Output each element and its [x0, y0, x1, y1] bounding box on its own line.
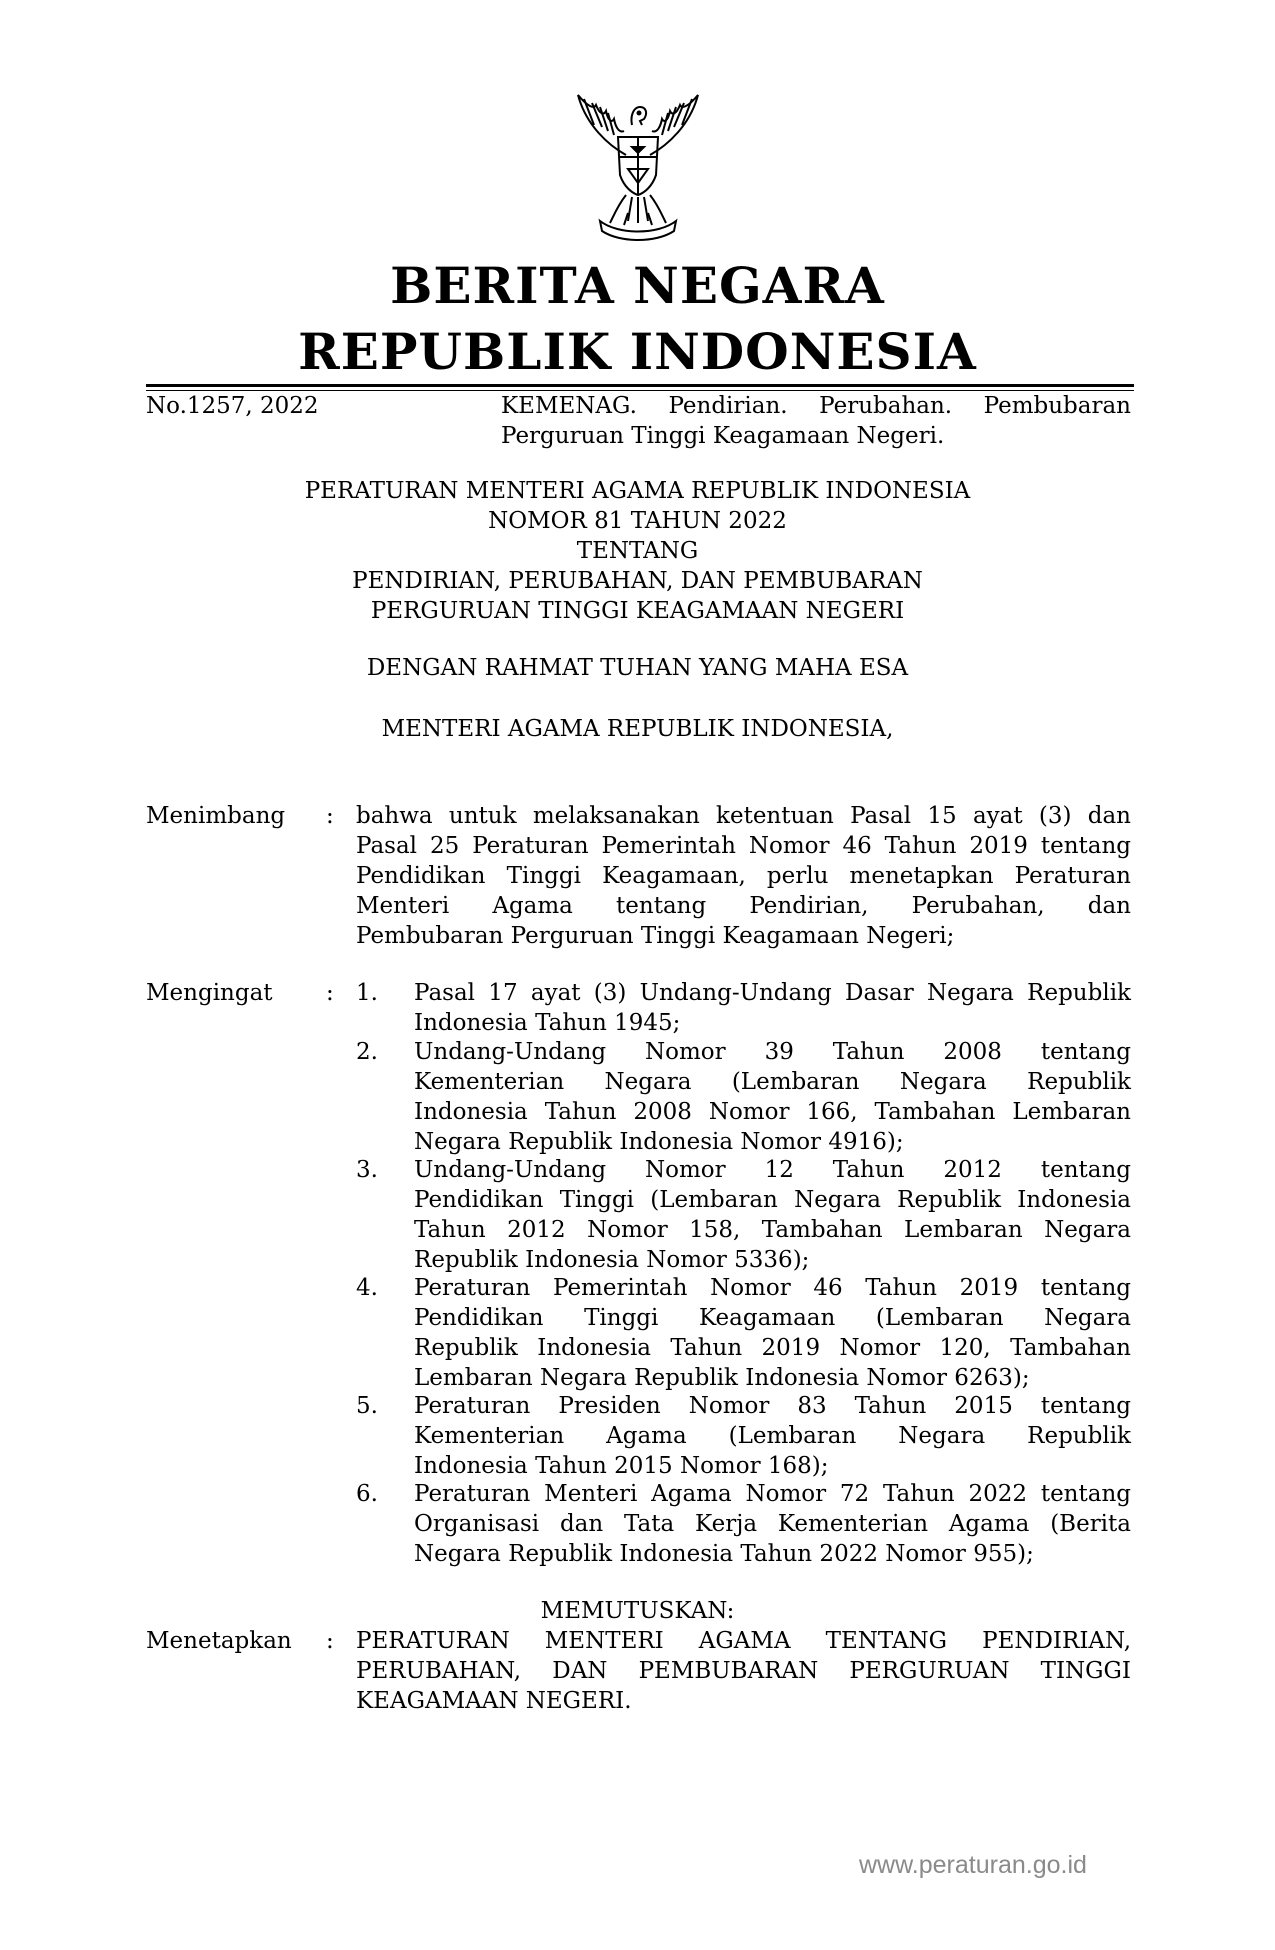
mengingat-label: Mengingat [146, 980, 273, 1006]
menimbang-line: Pembubaran Perguruan Tinggi Keagamaan Negeri; [356, 923, 955, 949]
mengingat-item [414, 1155, 1131, 1275]
mengingat-item-number: 4. [356, 1275, 378, 1301]
menimbang-text [356, 801, 1131, 951]
mengingat-item-line: Republik Indonesia Tahun 2019 Nomor 120, Tambahan [414, 1335, 1131, 1361]
garuda-emblem-icon [548, 85, 728, 245]
regulation-line5: PERGURUAN TINGGI KEAGAMAAN NEGERI [370, 598, 905, 624]
mengingat-item-line: Peraturan Pemerintah Nomor 46 Tahun 2019 tentang [414, 1275, 1131, 1301]
mengingat-item-line: Indonesia Tahun 2015 Nomor 168); [414, 1453, 829, 1479]
mengingat-item-line: Republik Indonesia Nomor 5336); [414, 1247, 810, 1273]
menetapkan-line: PERUBAHAN, DAN PEMBUBARAN PERGURUAN TINGGI [356, 1658, 1131, 1684]
menimbang-line: Pendidikan Tinggi Keagamaan, perlu menetapkan Peraturan [356, 863, 1131, 889]
menetapkan-line: KEAGAMAAN NEGERI. [356, 1688, 632, 1714]
mengingat-item [414, 978, 1131, 1038]
regulation-heading [0, 476, 1275, 626]
mengingat-item [414, 1273, 1131, 1393]
memutuskan-heading: MEMUTUSKAN: [540, 1598, 735, 1624]
menimbang-line: Pasal 25 Peraturan Pemerintah Nomor 46 Tahun 2019 tentang [356, 833, 1131, 859]
gazette-title-line1: BERITA NEGARA [390, 256, 885, 315]
mengingat-item-line: Kementerian Agama (Lembaran Negara Republik [414, 1423, 1131, 1449]
gazette-subject-line2: Perguruan Tinggi Keagamaan Negeri. [501, 423, 945, 449]
menimbang-colon: : [326, 803, 334, 829]
mengingat-item-line: Kementerian Negara (Lembaran Negara Republik [414, 1069, 1131, 1095]
gazette-subject [501, 391, 1131, 451]
regulation-line4: PENDIRIAN, PERUBAHAN, DAN PEMBUBARAN [352, 568, 923, 594]
mengingat-item-line: Negara Republik Indonesia Nomor 4916); [414, 1129, 904, 1155]
gazette-subject-line1: KEMENAG. Pendirian. Perubahan. Pembubaran [501, 393, 1131, 419]
menimbang-label: Menimbang [146, 803, 286, 829]
mengingat-item-line: Peraturan Presiden Nomor 83 Tahun 2015 tentang [414, 1393, 1131, 1419]
gazette-title-line2: REPUBLIK INDONESIA [298, 322, 977, 381]
header-rule-thick [146, 384, 1134, 387]
mengingat-item-number: 3. [356, 1157, 378, 1183]
minister-line: MENTERI AGAMA REPUBLIK INDONESIA, [381, 716, 894, 742]
mengingat-item-line: Undang-Undang Nomor 39 Tahun 2008 tentang [414, 1039, 1131, 1065]
mengingat-item-number: 6. [356, 1481, 378, 1507]
mengingat-item-line: Peraturan Menteri Agama Nomor 72 Tahun 2022 tentang [414, 1481, 1131, 1507]
mengingat-item-number: 2. [356, 1039, 378, 1065]
menimbang-line: Menteri Agama tentang Pendirian, Perubahan, dan [356, 893, 1131, 919]
mengingat-item-line: Negara Republik Indonesia Tahun 2022 Nomor 955); [414, 1541, 1034, 1567]
regulation-line3: TENTANG [576, 538, 699, 564]
mengingat-item-line: Tahun 2012 Nomor 158, Tambahan Lembaran Negara [414, 1217, 1131, 1243]
mengingat-item-number: 5. [356, 1393, 378, 1419]
mengingat-colon: : [326, 980, 334, 1006]
mengingat-item-line: Lembaran Negara Republik Indonesia Nomor 6263); [414, 1365, 1030, 1391]
menimbang-line: bahwa untuk melaksanakan ketentuan Pasal 15 ayat (3) dan [356, 803, 1131, 829]
mengingat-item-line: Indonesia Tahun 2008 Nomor 166, Tambahan Lembaran [414, 1099, 1131, 1125]
mengingat-item-number: 1. [356, 980, 378, 1006]
regulation-line1: PERATURAN MENTERI AGAMA REPUBLIK INDONESIA [304, 478, 971, 504]
mengingat-item-line: Pendidikan Tinggi Keagamaan (Lembaran Negara [414, 1305, 1131, 1331]
mengingat-item-line: Pendidikan Tinggi (Lembaran Negara Republik Indonesia [414, 1187, 1131, 1213]
footer-website-url[interactable]: www.peraturan.go.id [859, 1851, 1087, 1879]
menetapkan-text [356, 1626, 1131, 1716]
menetapkan-colon: : [326, 1628, 334, 1654]
mengingat-item-line: Undang-Undang Nomor 12 Tahun 2012 tentang [414, 1157, 1131, 1183]
mengingat-item [414, 1391, 1131, 1481]
regulation-line2: NOMOR 81 TAHUN 2022 [488, 508, 787, 534]
menetapkan-label: Menetapkan [146, 1628, 292, 1654]
mengingat-item [414, 1037, 1131, 1157]
mengingat-item-line: Pasal 17 ayat (3) Undang-Undang Dasar Negara Republik [414, 980, 1131, 1006]
mengingat-item-line: Organisasi dan Tata Kerja Kementerian Agama (Berita [414, 1511, 1131, 1537]
menetapkan-line: PERATURAN MENTERI AGAMA TENTANG PENDIRIAN, [356, 1628, 1131, 1654]
gazette-number: No.1257, 2022 [146, 393, 319, 419]
mengingat-item [414, 1479, 1131, 1569]
mengingat-item-line: Indonesia Tahun 1945; [414, 1010, 681, 1036]
blessing-line: DENGAN RAHMAT TUHAN YANG MAHA ESA [366, 655, 909, 681]
